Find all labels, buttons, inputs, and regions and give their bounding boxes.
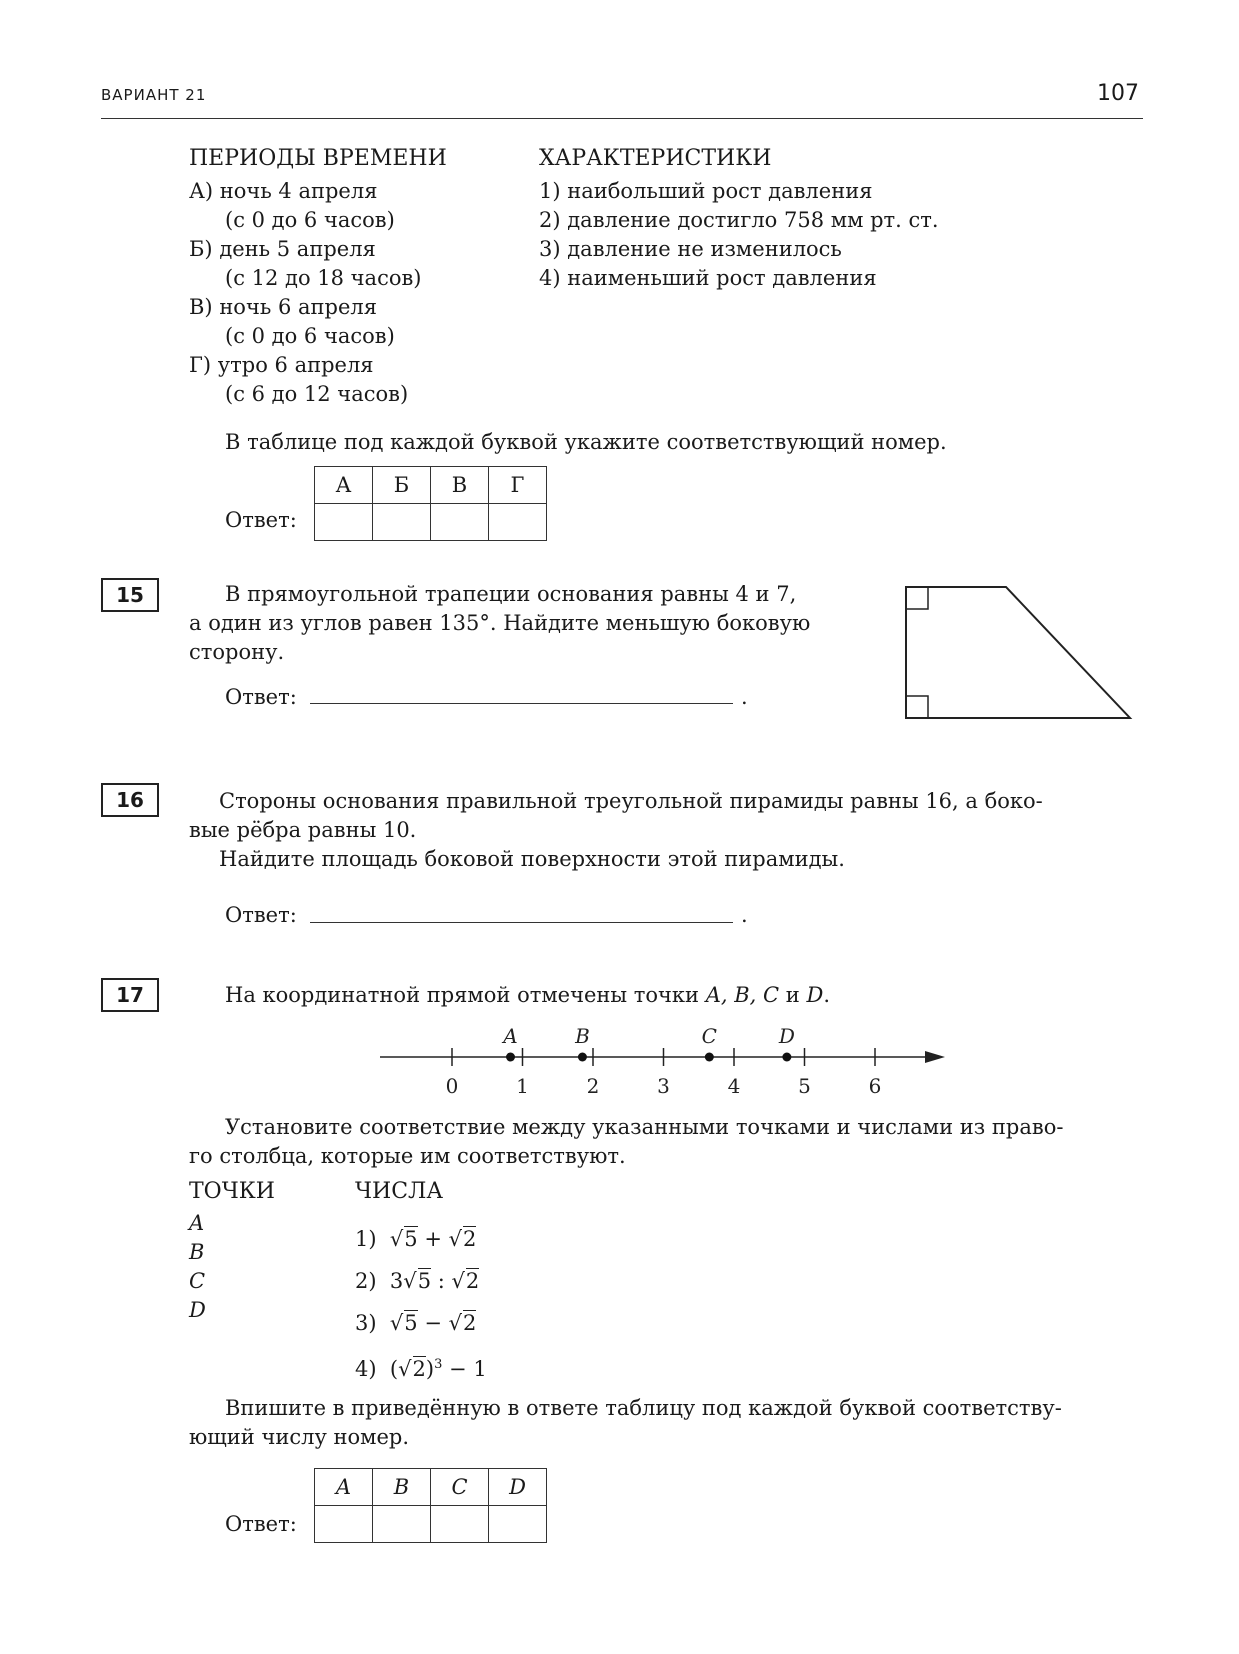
task15-answer-label: Ответ: [225,685,297,709]
answer-cell[interactable] [373,1506,431,1543]
task17-instruction-2: го столбца, которые им соответствуют. [189,1144,626,1168]
task16-answer-dot: . [741,903,748,927]
number-line-point [506,1053,515,1062]
table-header-cell: Б [373,467,431,504]
task15-answer-line[interactable] [310,703,733,704]
task14-answer-label: Ответ: [225,508,297,532]
point-label: C [189,1269,206,1293]
task17-answer-instruction-2: ющий числу номер. [189,1425,410,1449]
number-line-point [705,1053,714,1062]
task14-answer-table [314,466,547,541]
periods-title: ПЕРИОДЫ ВРЕМЕНИ [189,146,447,171]
number-line-point [782,1053,791,1062]
answer-cell[interactable] [431,504,489,541]
characteristic-item: 1) наибольший рост давления [539,179,873,203]
number-line-point-label: D [778,1024,795,1048]
number-line-tick-label: 3 [657,1074,670,1095]
answer-cell[interactable] [431,1506,489,1543]
period-item: В) ночь 6 апреля (с 0 до 6 часов) [189,295,395,348]
number-line-tick-label: 2 [586,1074,600,1095]
task17-answer-label: Ответ: [225,1512,297,1536]
characteristics-title: ХАРАКТЕРИСТИКИ [539,146,772,171]
table-header-cell: A [315,1469,373,1506]
answer-cell[interactable] [373,504,431,541]
characteristic-item: 3) давление не изменилось [539,237,842,261]
task17-answer-instruction-1: Впишите в приведённую в ответе таблицу под каждой буквой соответству- [225,1396,1062,1420]
variant-title: ВАРИАНТ 21 [101,86,207,104]
right-angle-mark-top [906,587,928,609]
number-item: 1) √5 + √2 [355,1227,477,1251]
number-item: 4) $(√2)^3 - 1$ [355,1357,487,1381]
task14-instruction: В таблице под каждой буквой укажите соответствующий номер. [225,430,947,454]
answer-cell[interactable] [489,504,547,541]
point-labels [189,1209,206,1325]
number-line-tick-label: 0 [445,1074,459,1095]
period-list [189,177,422,409]
period-item: Б) день 5 апреля (с 12 до 18 часов) [189,237,422,290]
task17-intro: На координатной прямой отмечены точки A, B, C и D. [225,983,830,1007]
number-line [370,1015,950,1095]
numbers-list [355,1218,487,1390]
task17-answer-table [314,1468,547,1543]
task16-number-box: 16 [101,783,159,817]
number-item: 3) √5 − √2 [355,1311,477,1335]
characteristic-item: 2) давление достигло 758 мм рт. ст. [539,208,939,232]
header-divider [101,118,1143,119]
number-line-tick-label: 6 [868,1074,882,1095]
task17-instruction-1: Установите соответствие между указанными точками и числами из право- [225,1115,1064,1139]
page-number: 107 [1097,81,1139,106]
table-header-cell: B [373,1469,431,1506]
task17-number-box: 17 [101,978,159,1012]
answer-cell[interactable] [315,504,373,541]
table-header-cell: В [431,467,489,504]
table-header-cell: D [489,1469,547,1506]
number-line-tick-label: 4 [727,1074,741,1095]
number-line-point-label: B [575,1024,590,1048]
task16-answer-line[interactable] [310,922,733,923]
task16-text: Стороны основания правильной треугольной пирамиды равны 16, а боко- вые рёбра равны 10. Найдите площадь боковой поверхности этой пирамиды. [189,789,1043,871]
number-line-tick-label: 1 [516,1074,529,1095]
point-label: D [189,1298,206,1322]
table-header-cell: А [315,467,373,504]
number-item: 2) 3√5 : √2 [355,1269,480,1293]
number-line-arrow [925,1051,945,1063]
task16-answer-label: Ответ: [225,903,297,927]
points-title: ТОЧКИ [189,1179,275,1204]
numbers-title: ЧИСЛА [355,1179,444,1204]
answer-cell[interactable] [315,1506,373,1543]
task15-answer-dot: . [741,685,748,709]
right-angle-mark-bottom [906,696,928,718]
table-header-cell: C [431,1469,489,1506]
period-item: Г) утро 6 апреля (с 6 до 12 часов) [189,353,409,406]
trapezoid-shape [906,587,1130,718]
task15-number-box: 15 [101,578,159,612]
number-line-point-label: C [701,1024,717,1048]
period-item: А) ночь 4 апреля (с 0 до 6 часов) [189,179,395,232]
number-line-tick-label: 5 [798,1074,811,1095]
task15-text: В прямоугольной трапеции основания равны 4 и 7, а один из углов равен 135°. Найдите меньшую боковую сторону. [189,582,811,664]
answer-cell[interactable] [489,1506,547,1543]
table-header-cell: Г [489,467,547,504]
characteristic-item: 4) наименьший рост давления [539,266,877,290]
characteristic-list [539,177,939,293]
point-label: B [189,1240,205,1264]
number-line-point [578,1053,587,1062]
number-line-point-label: A [503,1024,518,1048]
point-label: A [189,1211,205,1235]
trapezoid-figure [898,582,1138,722]
